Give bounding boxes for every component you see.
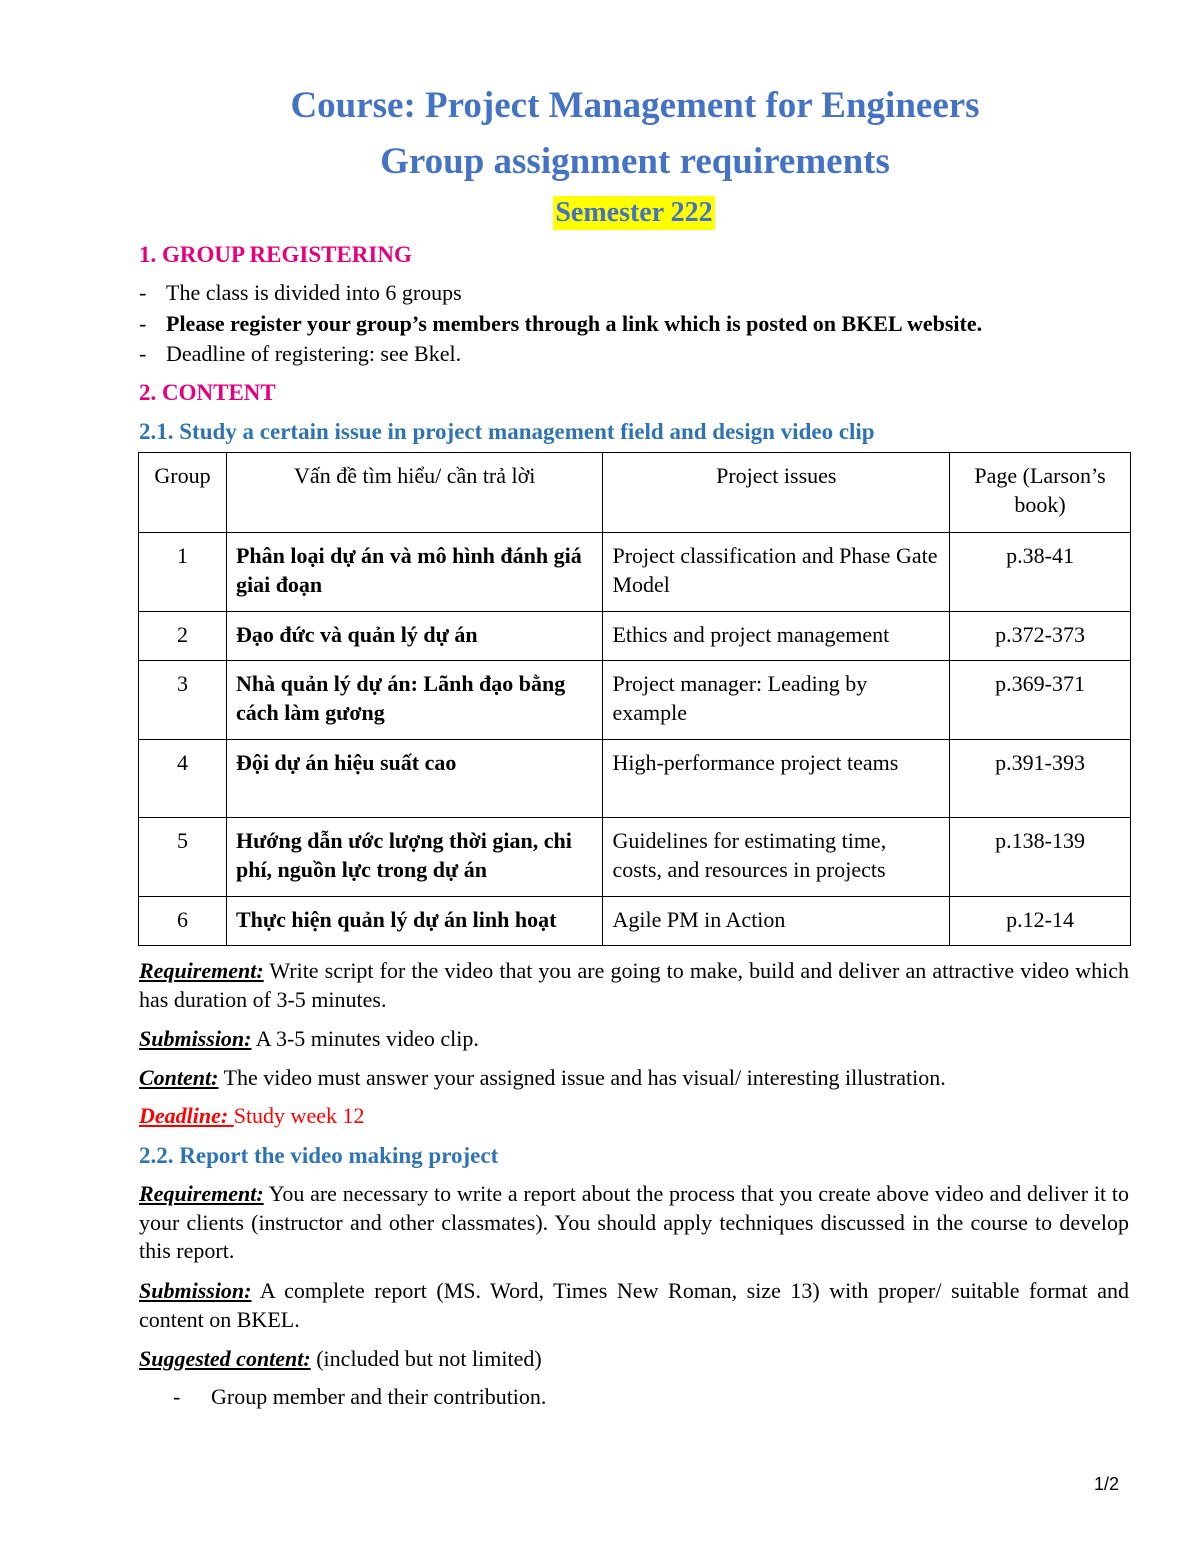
suggested-content-paragraph bbox=[139, 1345, 1129, 1374]
video-deadline-paragraph bbox=[139, 1102, 1129, 1131]
table-header-row bbox=[139, 453, 1131, 533]
cell-group: 5 bbox=[139, 818, 227, 897]
table-row bbox=[139, 818, 1131, 897]
cell-project-issue: Project manager: Leading by example bbox=[603, 661, 950, 740]
cell-project-issue: Guidelines for estimating time, costs, and resources in projects bbox=[603, 818, 950, 897]
list-item bbox=[139, 310, 982, 338]
list-item bbox=[139, 279, 462, 307]
submission-label: Submission: bbox=[139, 1278, 252, 1303]
cell-page: p.369-371 bbox=[950, 661, 1131, 740]
table-row bbox=[139, 897, 1131, 946]
deadline-text: Study week 12 bbox=[233, 1103, 365, 1128]
section-heading-group-registering: 1. GROUP REGISTERING bbox=[139, 242, 412, 267]
submission-text: A complete report (MS. Word, Times New Roman, size 13) with proper/ suitable format and content on BKEL. bbox=[139, 1278, 1129, 1332]
semester-line bbox=[0, 196, 1200, 230]
report-requirement-paragraph bbox=[139, 1180, 1129, 1266]
requirement-text: You are necessary to write a report about the process that you create above video and deliver it to your clients (instructor and other classmates). You should apply techniques discussed in the course to develop this report. bbox=[139, 1181, 1129, 1263]
assignment-title: Group assignment requirements bbox=[380, 141, 890, 182]
list-item bbox=[173, 1383, 546, 1411]
cell-group: 4 bbox=[139, 740, 227, 818]
cell-page: p.391-393 bbox=[950, 740, 1131, 818]
bullet-text: The class is divided into 6 groups bbox=[166, 280, 462, 305]
table-row bbox=[139, 533, 1131, 612]
header-vietnamese-issue: Vấn đề tìm hiểu/ cần trả lời bbox=[226, 453, 603, 533]
cell-group: 3 bbox=[139, 661, 227, 740]
table-row bbox=[139, 661, 1131, 740]
requirement-text: Write script for the video that you are going to make, build and deliver an attractive video which has duration of 3-5 minutes. bbox=[139, 958, 1129, 1012]
cell-vietnamese-issue: Thực hiện quản lý dự án linh hoạt bbox=[226, 897, 603, 946]
cell-page: p.372-373 bbox=[950, 612, 1131, 661]
bullet-dash: - bbox=[139, 311, 147, 336]
bullet-dash: - bbox=[139, 341, 147, 366]
section-heading-content: 2. CONTENT bbox=[139, 380, 276, 405]
suggested-label: Suggested content: bbox=[139, 1346, 311, 1371]
cell-vietnamese-issue: Hướng dẫn ước lượng thời gian, chi phí, nguồn lực trong dự án bbox=[226, 818, 603, 897]
suggested-item: Group member and their contribution. bbox=[211, 1384, 547, 1409]
semester-label: Semester 222 bbox=[555, 197, 713, 228]
content-text: The video must answer your assigned issue and has visual/ interesting illustration. bbox=[218, 1065, 946, 1090]
submission-text: A 3-5 minutes video clip. bbox=[251, 1026, 479, 1051]
cell-page: p.138-139 bbox=[950, 818, 1131, 897]
cell-page: p.12-14 bbox=[950, 897, 1131, 946]
cell-project-issue: Project classification and Phase Gate Model bbox=[603, 533, 950, 612]
deadline-label: Deadline: bbox=[139, 1103, 234, 1128]
content-label: Content: bbox=[139, 1065, 219, 1090]
cell-project-issue: Ethics and project management bbox=[603, 612, 950, 661]
list-item bbox=[139, 340, 461, 368]
cell-page: p.38-41 bbox=[950, 533, 1131, 612]
cell-project-issue: Agile PM in Action bbox=[603, 897, 950, 946]
video-content-paragraph bbox=[139, 1064, 1129, 1093]
table-row bbox=[139, 740, 1131, 818]
requirement-label: Requirement: bbox=[139, 958, 264, 983]
suggested-text: (included but not limited) bbox=[310, 1346, 542, 1371]
cell-vietnamese-issue: Phân loại dự án và mô hình đánh giá giai đoạn bbox=[226, 533, 603, 612]
bullet-text: Please register your group’s members through a link which is posted on BKEL website. bbox=[166, 311, 983, 336]
subsection-heading-report: 2.2. Report the video making project bbox=[139, 1143, 499, 1168]
header-page: Page (Larson’s book) bbox=[950, 453, 1131, 533]
cell-project-issue: High-performance project teams bbox=[603, 740, 950, 818]
submission-label: Submission: bbox=[139, 1026, 252, 1051]
video-requirement-paragraph bbox=[139, 957, 1129, 1014]
bullet-text: Deadline of registering: see Bkel. bbox=[166, 341, 462, 366]
course-title: Course: Project Management for Engineers bbox=[290, 85, 980, 126]
header-group: Group bbox=[139, 453, 227, 533]
cell-group: 1 bbox=[139, 533, 227, 612]
video-submission-paragraph bbox=[139, 1025, 1129, 1054]
bullet-dash: - bbox=[173, 1384, 181, 1409]
bullet-dash: - bbox=[139, 280, 147, 305]
cell-vietnamese-issue: Đạo đức và quản lý dự án bbox=[226, 612, 603, 661]
cell-group: 6 bbox=[139, 897, 227, 946]
subsection-heading-study-issue: 2.1. Study a certain issue in project management field and design video clip bbox=[139, 419, 875, 444]
requirement-label: Requirement: bbox=[139, 1181, 264, 1206]
report-submission-paragraph bbox=[139, 1277, 1129, 1334]
page-number: 1/2 bbox=[1094, 1474, 1120, 1494]
table-row bbox=[139, 612, 1131, 661]
cell-group: 2 bbox=[139, 612, 227, 661]
cell-vietnamese-issue: Đội dự án hiệu suất cao bbox=[226, 740, 603, 818]
group-topics-table bbox=[138, 452, 1131, 946]
cell-vietnamese-issue: Nhà quản lý dự án: Lãnh đạo bằng cách làm gương bbox=[226, 661, 603, 740]
header-project-issues: Project issues bbox=[603, 453, 950, 533]
